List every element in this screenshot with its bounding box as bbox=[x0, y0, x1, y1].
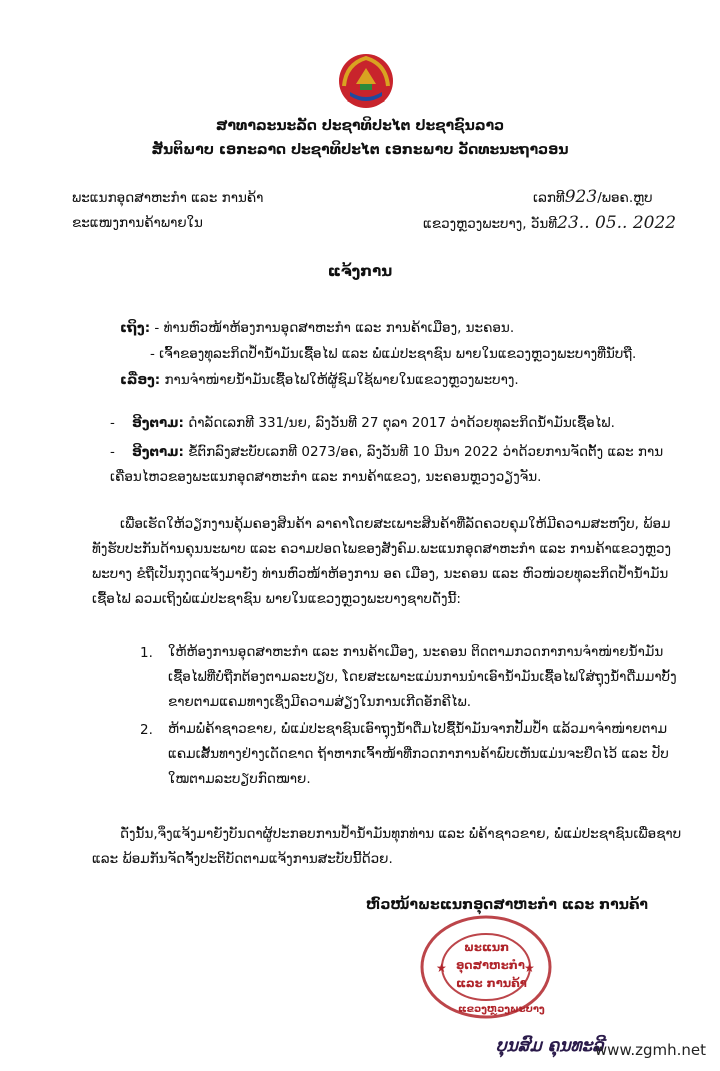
sender-department: ພະແນກອຸດສາຫະກຳ ແລະ ການຄ້າ bbox=[72, 190, 264, 206]
closing-paragraph: ດັ່ງນັ້ນ,ຈິ່ງແຈ້ງມາຍັງບັນດາຜູ້ປະກອບການປ້ຳນ້ຳມັນທຸກທ່ານ ແລະ ພໍ່ຄ້າຊາວຂາຍ, ພໍ່ແມ່ປະຊາຊົນເພື່ອຊາບ ແລະ ພ້ອມກັນຈັດຈັ້ງປະຕິບັດຕາມແຈ້ງການສະບັບນີ້ດ້ວຍ. bbox=[92, 826, 682, 867]
body-intro: ເພື່ອເຮັດໃຫ້ວຽກງານຄຸ້ມຄອງສິນຄ້າ ລາຄາໂດຍສະເພາະສິນຄ້າທີ່ລັດຄວບຄຸມໃຫ້ມີຄວາມສະຫງົບ, ພ້ອມທັງຮັບປະກັນດ້ານຄຸນນະພາບ ແລະ ຄວາມປອດໄພຂອງສັງຄົມ.ພະແນກອຸດສາຫະກຳ ແລະ ການຄ້າແຂວງຫຼວງພະບາງ ຂໍຖືເປັນກຸງດແຈ້ງມາຍັງ ທ່ານຫົວໜ້າຫ້ອງການ ອຄ ເມືອງ, ນະຄອນ ແລະ ຫົວໜ່ວຍທຸລະກິດປ້ຳນ້ຳມັນເຊື້ອໄຟ ລວມເຖິງພໍ່ແມ່ປະຊາຊົນ ພາຍໃນແຂວງຫຼວງພະບາງຊາບດັ່ງນີ້: bbox=[92, 516, 672, 607]
subject-text: ການຈຳໜ່າຍນ້ຳມັນເຊື້ອໄຟໃຫ້ຜູ້ຊົມໃຊ້ພາຍໃນແຂວງຫຼວງພະບາງ. bbox=[164, 372, 519, 388]
reference-2-label: ອີງຕາມ: bbox=[132, 444, 184, 460]
stamp-line-1: ພະແນກ bbox=[464, 940, 510, 954]
svg-text:★: ★ bbox=[524, 961, 535, 975]
reference-2-text: ຂໍ້ຕົກລົງສະບັບເລກທີ 0273/ອຄ, ລົງວັນທີ 10 ມີນາ 2022 ວ່າດ້ວຍການຈັດຕັ້ງ ແລະ ການເຄື່ອນໄຫວຂອງພະແນກອຸດສາຫະກຳ ແລະ ການຄ້າແຂວງ, ນະຄອນຫຼວງວຽງຈັນ. bbox=[110, 444, 664, 485]
sender-division: ຂະແໜງການຄ້າພາຍໃນ bbox=[72, 215, 203, 231]
stamp-line-3: ແລະ ການຄ້າ bbox=[456, 976, 527, 990]
reference-date-label: ແຂວງຫຼວງພະບາງ, ວັນທີ bbox=[423, 216, 558, 232]
subject-line bbox=[120, 372, 519, 388]
stamp-ring-text: ແຂວງຫຼວງພະບາງ bbox=[458, 1004, 545, 1015]
reference-date-value: 23.. 05.. 2022 bbox=[557, 213, 677, 233]
recipients-label: ເຖິງ: bbox=[120, 320, 151, 336]
signatory-name: ບຸນສົມ ຄຸນທະລີ bbox=[496, 1036, 604, 1056]
document-title: ແຈ້ງການ bbox=[327, 262, 393, 280]
item-1-text: ໃຫ້ຫ້ອງການອຸດສາຫະກຳ ແລະ ການຄ້າເມືອງ, ນະຄອນ ຕິດຕາມກວດກາການຈຳໜ່າຍນ້ຳມັນເຊື້ອໄຟທີ່ບໍ່ຖືກຕ້ອງຕາມລະບຽບ, ໂດຍສະເພາະແມ່ນການນຳເອົານ້ຳມັນເຊື້ອໄຟໃສ່ຖຸງນ້ຳດື່ມມາບັ້ງຂາຍຕາມແຄມທາງເຊິ່ງມີຄວາມສ່ຽງໃນການເກີດອັກຄີໄພ. bbox=[168, 644, 677, 710]
reference-bullet: - bbox=[110, 444, 133, 460]
reference-date bbox=[423, 213, 676, 233]
national-emblem-icon bbox=[336, 50, 396, 112]
signatory-title: ຫົວໜ້າພະແນກອຸດສາຫະກຳ ແລະ ການຄ້າ bbox=[366, 897, 648, 913]
item-1-number: 1. bbox=[140, 645, 153, 661]
official-stamp bbox=[418, 912, 554, 1022]
item-2-number: 2. bbox=[140, 722, 153, 738]
reference-1-label: ອີງຕາມ: bbox=[132, 415, 184, 431]
item-2-text: ຫ້າມພໍ່ຄ້າຊາວຂາຍ, ພໍ່ແມ່ປະຊາຊົນເອົາຖຸງນ້ຳດື່ມໄປຊື້ນ້ຳມັນຈາກປັ້ມປ້ຳ ແລ້ວມາຈຳໜ່າຍຕາມແຄມເສັ້ນທາງຢ່າງເດັດຂາດ ຖ້າຫາກເຈົ້າໜ້າທີ່ກວດກາການຄ້າພົບເຫັນແມ່ນຈະຢຶດໄວ້ ແລະ ປັບໃໝຕາມລະບຽບກົດໝາຍ. bbox=[168, 721, 669, 787]
reference-number bbox=[533, 187, 653, 207]
reference-1-text: ດຳລັດເລກທີ 331/ນຍ, ລົງວັນທີ 27 ຕຸລາ 2017 ວ່າດ້ວຍທຸລະກິດນ້ຳມັນເຊື້ອໄຟ. bbox=[188, 415, 615, 431]
recipient-2: - ເຈົ້າຂອງທຸລະກິດປ້ຳນ້ຳມັນເຊື້ອໄຟ ແລະ ພໍ່ແມ່ປະຊາຊົນ ພາຍໃນແຂວງຫຼວງພະບາງທີ່ນັບຖື. bbox=[150, 346, 637, 362]
subject-label: ເລື່ອງ: bbox=[120, 372, 161, 388]
stamp-line-2: ອຸດສາຫະກຳ bbox=[456, 958, 525, 972]
reference-item-2 bbox=[110, 440, 690, 490]
recipients-line-1 bbox=[120, 320, 514, 336]
republic-line-1: ສາທາລະນະລັດ ປະຊາທິປະໄຕ ປະຊາຊົນລາວ bbox=[215, 118, 505, 134]
svg-text:★: ★ bbox=[436, 961, 447, 975]
reference-number-suffix: /ພອຄ.ຫຼບ bbox=[597, 190, 653, 206]
reference-item-1 bbox=[110, 415, 615, 431]
reference-number-label: ເລກທີ bbox=[533, 190, 565, 206]
reference-bullet: - bbox=[110, 415, 133, 431]
reference-number-value: 923 bbox=[564, 187, 598, 207]
republic-line-2: ສັນຕິພາບ ເອກະລາດ ປະຊາທິປະໄຕ ເອກະພາບ ວັດທະນະຖາວອນ bbox=[151, 142, 569, 158]
watermark: www.zgmh.net bbox=[594, 1041, 706, 1059]
recipient-1: - ທ່ານຫົວໜ້າຫ້ອງການອຸດສາຫະກຳ ແລະ ການຄ້າເມືອງ, ນະຄອນ. bbox=[154, 320, 515, 336]
